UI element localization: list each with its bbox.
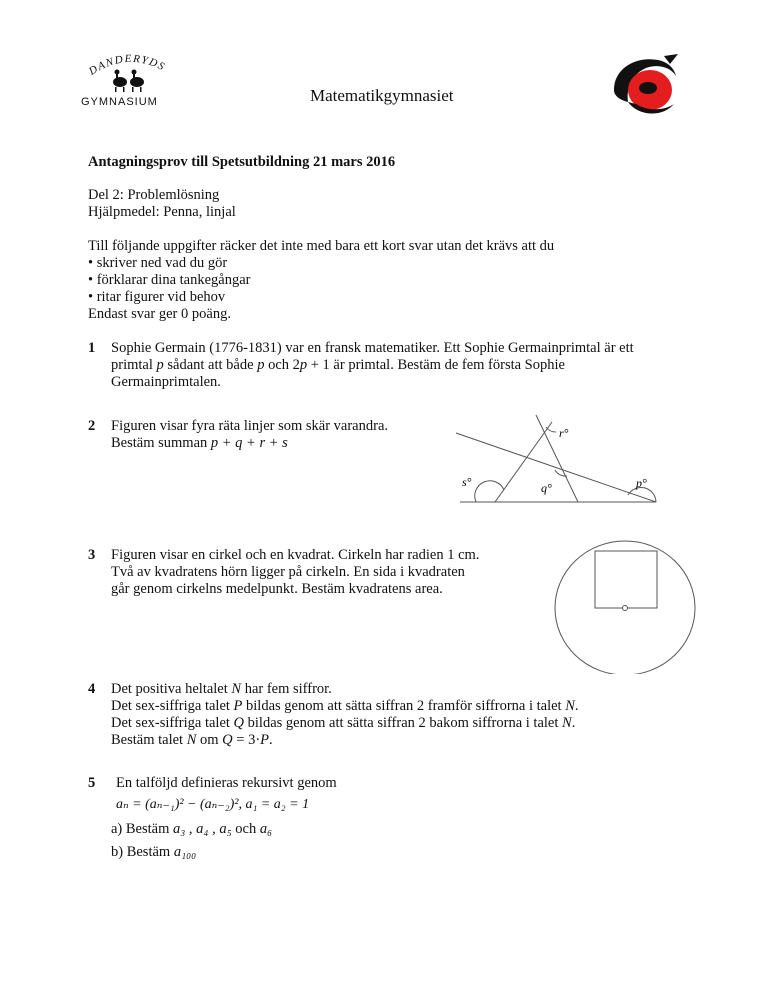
- q1-line1: Sophie Germain (1776-1831) var en fransk matematiker. Ett Sophie Germainprimtal är ett: [111, 340, 634, 356]
- question-number: 2: [88, 418, 96, 434]
- instructions-intro: Till följande uppgifter räcker det inte med bara ett kort svar utan det krävs att du: [88, 238, 555, 254]
- q1-line3: Germainprimtalen.: [111, 374, 221, 390]
- question-number: 3: [88, 547, 96, 563]
- school-logo: [75, 50, 187, 112]
- square: [595, 551, 657, 608]
- q1-line2: primtal p sådant att både p och 2p + 1 är primtal. Bestäm de fem första Sophie: [111, 357, 565, 373]
- lines-figure: [450, 410, 665, 510]
- q4-line1: Det positiva heltalet N har fem siffror.: [111, 681, 332, 697]
- instruction-bullet: • förklarar dina tankegångar: [88, 272, 251, 288]
- line-descending: [456, 433, 656, 502]
- label-s: s°: [462, 475, 472, 489]
- q4-line4: Bestäm talet N om Q = 3·P.: [111, 732, 273, 748]
- instruction-bullet: • skriver ned vad du gör: [88, 255, 228, 271]
- q4-line2: Det sex-siffriga talet P bildas genom att sätta siffran 2 framför siffrorna i talet N.: [111, 698, 579, 714]
- question-number: 1: [88, 340, 96, 356]
- birds-icon: [113, 70, 144, 93]
- instructions-note: Endast svar ger 0 poäng.: [88, 306, 231, 322]
- svg-text:DANDERYDS: [86, 53, 167, 78]
- instruction-bullet: • ritar figurer vid behov: [88, 289, 226, 305]
- math-logo: [608, 50, 682, 120]
- label-r: r°: [559, 426, 569, 440]
- school-name: GYMNASIUM: [81, 96, 158, 108]
- q2-line1: Figuren visar fyra räta linjer som skär varandra.: [111, 418, 389, 434]
- q3-line1: Figuren visar en cirkel och en kvadrat. Cirkeln har radien 1 cm.: [111, 547, 480, 563]
- school-arc-text: DANDERYDS: [86, 52, 168, 78]
- q5-part-b: b) Bestäm a₁₀₀: [111, 844, 197, 860]
- label-p: p°: [636, 476, 647, 490]
- q2-line2: Bestäm summan p + q + r + s: [111, 435, 288, 451]
- q3-line3: går genom cirkelns medelpunkt. Bestäm kvadratens area.: [111, 581, 443, 597]
- q3-line2: Två av kvadratens hörn ligger på cirkeln. En sida i kvadraten: [111, 564, 465, 580]
- circle-square-figure: [552, 538, 698, 674]
- q5-line1: En talföljd definieras rekursivt genom: [116, 775, 337, 791]
- page-title: Matematikgymnasiet: [310, 86, 454, 105]
- arc-s: [475, 481, 504, 502]
- exam-title: Antagningsprov till Spetsutbildning 21 mars 2016: [88, 154, 396, 170]
- q5-part-a: a) Bestäm a₃ , a₄ , a₅ och a₆: [111, 821, 273, 837]
- q4-line3: Det sex-siffriga talet Q bildas genom att sätta siffran 2 bakom siffrorna i talet N.: [111, 715, 576, 731]
- exam-aids: Hjälpmedel: Penna, linjal: [88, 204, 236, 220]
- question-number: 4: [88, 681, 96, 697]
- eye-logo-icon: [608, 50, 682, 120]
- label-q: q°: [541, 481, 552, 495]
- center-point: [623, 606, 628, 611]
- q5-formula: aₙ = (aₙ₋₁)² − (aₙ₋₂)², a₁ = a₂ = 1: [116, 797, 310, 812]
- exam-part: Del 2: Problemlösning: [88, 187, 220, 203]
- question-number: 5: [88, 775, 96, 791]
